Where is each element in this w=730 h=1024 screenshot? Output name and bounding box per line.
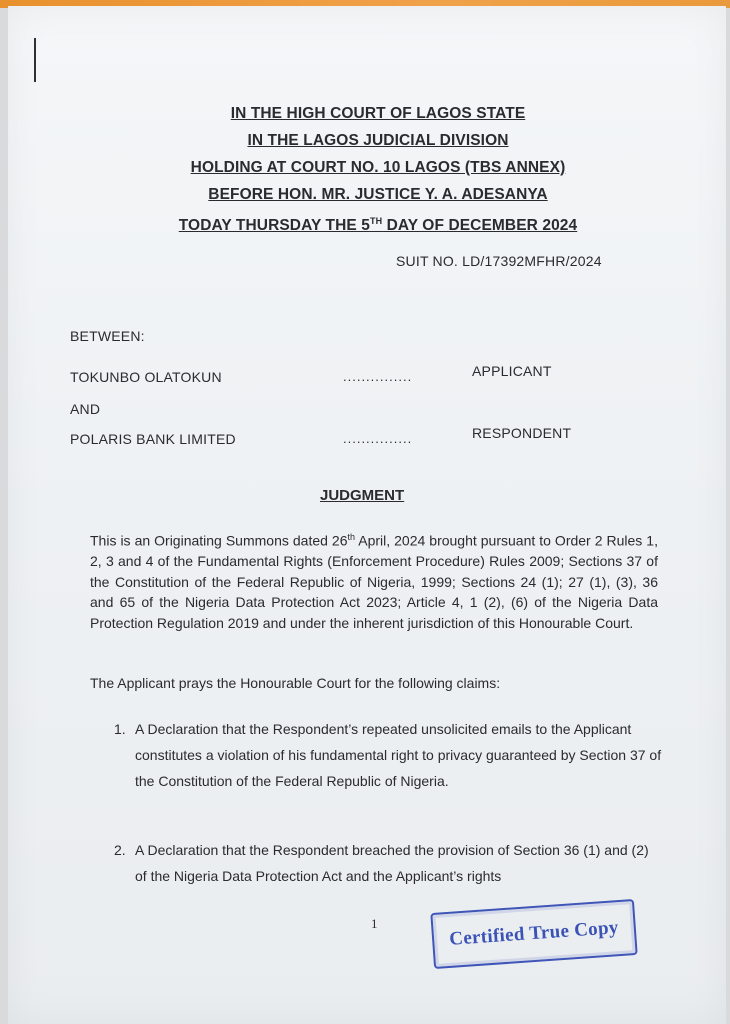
- intro-sup: th: [347, 532, 355, 542]
- between-label: BETWEEN:: [70, 328, 145, 344]
- intro-paragraph: [90, 527, 658, 633]
- applicant-dots: ...............: [343, 369, 413, 384]
- header-line-date: [118, 208, 638, 239]
- header-date-prefix: TODAY THURSDAY THE 5: [178, 217, 370, 235]
- claim-text: A Declaration that the Respondent’s repeated unsolicited emails to the Applicant constitutes a violation of his fundamental right to privacy guaranteed by Section 37 of the Constitution of the Federal Republic of Nigeria.: [135, 721, 662, 789]
- judgment-title: JUDGMENT: [320, 487, 405, 504]
- prayer-intro: The Applicant prays the Honourable Court for the following claims:: [90, 675, 501, 691]
- applicant-role: APPLICANT: [472, 363, 552, 379]
- claim-number: 1.: [114, 721, 126, 737]
- claim-text: A Declaration that the Respondent breached the provision of Section 36 (1) and (2) of the Nigeria Data Protection Act and the Applicant’s rights: [135, 842, 649, 884]
- header-line-court: IN THE HIGH COURT OF LAGOS STATE: [230, 105, 526, 122]
- claim-number: 2.: [114, 842, 126, 858]
- header-line-location: HOLDING AT COURT NO. 10 LAGOS (TBS ANNEX): [190, 159, 566, 176]
- court-header: [118, 100, 638, 239]
- applicant-name: TOKUNBO OLATOKUN: [70, 369, 222, 385]
- claim-item: [114, 837, 662, 889]
- document-page: [8, 6, 726, 1024]
- intro-part2: April, 2024 brought pursuant to Order 2 Rules 1, 2, 3 and 4 of the Fundamental Rights (Enforcement Procedure) Rules 2009; Sections 37 of the Constitution of the Federal Republic of Nigeria, 1999; Sections 24 (1); 27 (1), (3), 36 and 65 of the Nigeria Data Protection Act 2023; Article 4, 1 (2), (6) of the Nigeria Data Protection Regulation 2019 and under the inherent jurisdiction of this Honourable Court.: [90, 532, 658, 631]
- suit-number: SUIT NO. LD/17392MFHR/2024: [396, 253, 602, 269]
- respondent-dots: ...............: [343, 431, 413, 446]
- intro-part1: This is an Originating Summons dated 26: [90, 532, 348, 549]
- page-number: 1: [371, 916, 378, 931]
- header-line-division: IN THE LAGOS JUDICIAL DIVISION: [247, 132, 509, 149]
- and-label: AND: [70, 401, 101, 417]
- respondent-role: RESPONDENT: [472, 425, 572, 441]
- header-line-judge: BEFORE HON. MR. JUSTICE Y. A. ADESANYA: [208, 186, 548, 203]
- stamp-text: Certified True Copy: [448, 917, 620, 950]
- margin-mark: [34, 38, 36, 82]
- header-date-sup: TH: [369, 216, 383, 226]
- respondent-name: POLARIS BANK LIMITED: [70, 431, 236, 447]
- header-date-suffix: DAY OF DECEMBER 2024: [382, 217, 578, 235]
- certified-true-copy-stamp: [430, 899, 637, 969]
- claim-item: [114, 716, 662, 794]
